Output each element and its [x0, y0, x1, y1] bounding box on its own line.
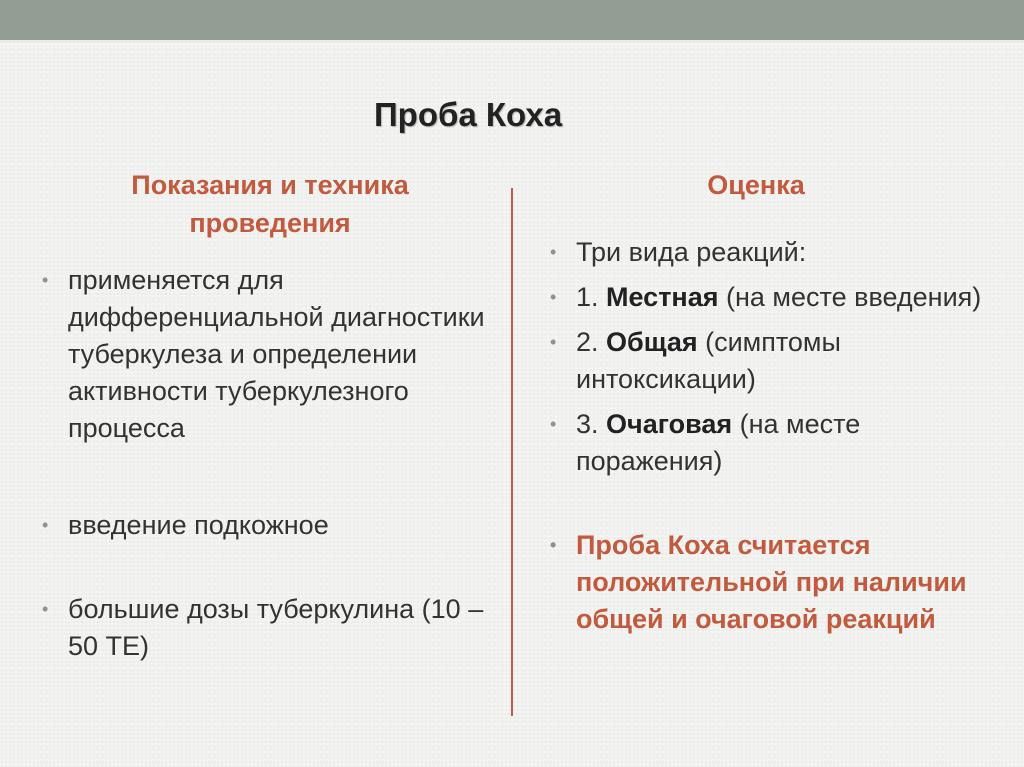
- reaction-number: 2.: [576, 327, 607, 357]
- top-banner-edge: [0, 40, 1024, 43]
- bullet-icon: •: [550, 332, 557, 352]
- reaction-number: 3.: [576, 409, 607, 439]
- bullet-icon: •: [550, 242, 557, 262]
- top-banner-bar: [0, 0, 1024, 40]
- slide-title: Проба Коха: [373, 96, 563, 133]
- list-item-text: применяется для дифференциальной диагностики туберкулеза и определении активности туберкулезного процесса: [68, 265, 485, 443]
- list-item: [42, 507, 502, 544]
- bullet-icon: •: [42, 515, 49, 535]
- list-item: [42, 591, 502, 665]
- list-item: [550, 527, 990, 638]
- bullet-icon: •: [550, 287, 557, 307]
- list-item: [550, 279, 990, 316]
- list-item-text: введение подкожное: [68, 510, 329, 540]
- bullet-icon: •: [550, 414, 557, 434]
- list-item: [550, 324, 990, 398]
- reaction-name: Общая: [606, 327, 698, 357]
- left-column-heading: Показания и техника проведения: [131, 170, 409, 238]
- list-item: [42, 262, 502, 447]
- bullet-icon: •: [550, 535, 557, 555]
- list-item-text: большие дозы туберкулина (10 – 50 ТЕ): [68, 594, 484, 661]
- right-column-heading: Оценка: [707, 170, 805, 200]
- reaction-number: 1.: [576, 282, 607, 312]
- reaction-detail: (на месте поражения): [576, 409, 861, 476]
- reaction-name: Местная: [606, 282, 719, 312]
- list-item: [550, 234, 990, 271]
- evaluation-list: [550, 234, 990, 646]
- column-divider: [511, 188, 513, 716]
- reaction-name: Очаговая: [606, 409, 733, 439]
- conclusion-text: Проба Коха считается положительной при наличии общей и очаговой реакций: [576, 530, 967, 634]
- bullet-icon: •: [42, 270, 49, 290]
- bullet-icon: •: [42, 599, 49, 619]
- indications-list: [42, 262, 502, 665]
- reactions-intro: Три вида реакций:: [576, 237, 807, 267]
- list-item: [550, 406, 990, 480]
- reaction-detail: (симптомы интоксикации): [576, 327, 841, 394]
- reaction-detail: (на месте введения): [718, 282, 982, 312]
